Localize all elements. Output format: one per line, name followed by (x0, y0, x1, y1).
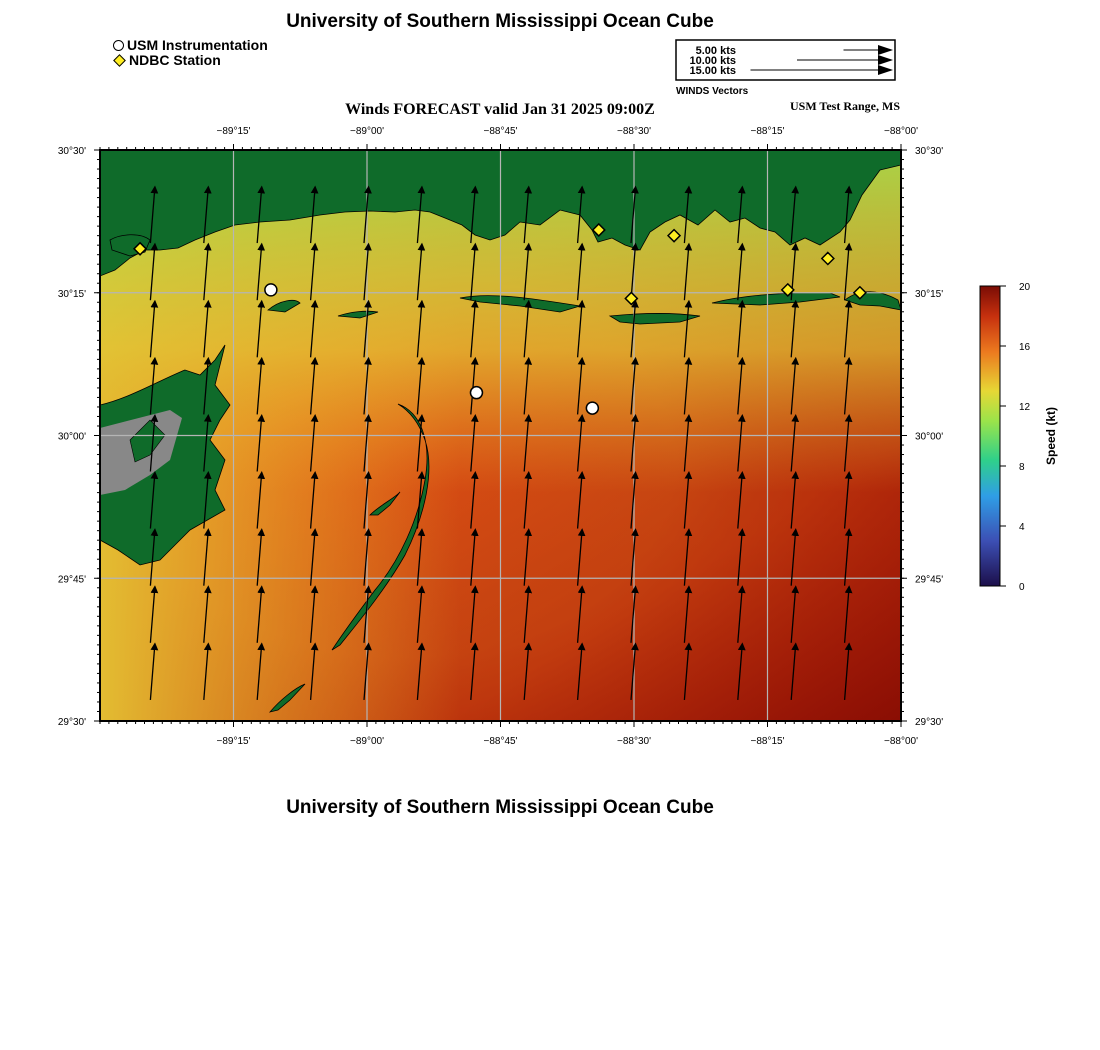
x-tick-label-top: −88°45' (483, 126, 518, 137)
y-tick-label-right: 29°30' (915, 717, 944, 728)
y-tick-label-right: 30°00' (915, 431, 944, 443)
x-tick-label-top: −88°15' (750, 126, 785, 137)
y-tick-label-left: 29°30' (57, 717, 86, 728)
x-tick-label-top: −89°00' (350, 126, 384, 137)
x-tick-label-bottom: −88°45' (483, 736, 518, 747)
colorbar-tick-label: 8 (1019, 462, 1025, 473)
map-title: Winds FORECAST valid Jan 31 2025 09:00Z (345, 101, 655, 118)
page-title-bottom: University of Southern Mississippi Ocean Cube (286, 797, 714, 818)
y-tick-label-left: 30°30' (57, 146, 86, 157)
map-subtitle: USM Test Range, MS (789, 99, 900, 113)
y-tick-label-left: 30°15' (57, 288, 86, 300)
usm-station-marker (470, 387, 482, 399)
vector-key-caption: WINDS Vectors (676, 86, 749, 97)
y-tick-label-right: 30°15' (915, 288, 944, 300)
usm-station-marker (265, 284, 277, 296)
y-tick-label-left: 30°00' (57, 431, 86, 443)
legend-usm-label: USM Instrumentation (127, 37, 268, 53)
colorbar-tick-label: 16 (1019, 342, 1031, 353)
x-tick-label-bottom: −88°00' (884, 736, 918, 747)
vector-key-label: 10.00 kts (689, 55, 736, 67)
vector-key (676, 40, 895, 97)
legend-ndbc-label: NDBC Station (129, 52, 221, 68)
y-tick-label-right: 29°45' (915, 574, 944, 586)
colorbar-label: Speed (kt) (1044, 406, 1058, 466)
usm-station-marker (586, 402, 598, 414)
x-tick-label-bottom: −88°15' (750, 736, 785, 747)
colorbar-tick-label: 12 (1019, 402, 1031, 413)
vector-key-label: 5.00 kts (695, 45, 736, 57)
x-tick-label-top: −88°00' (884, 126, 918, 137)
x-tick-label-bottom: −89°00' (350, 736, 384, 747)
plot-area (100, 150, 901, 721)
page-title: University of Southern Mississippi Ocean Cube (286, 11, 714, 32)
x-tick-label-bottom: −88°30' (617, 736, 651, 747)
x-tick-label-bottom: −89°15' (216, 736, 251, 747)
colorbar-tick-label: 0 (1019, 582, 1025, 593)
colorbar-tick-label: 20 (1019, 282, 1031, 293)
vector-key-label: 15.00 kts (689, 65, 736, 77)
x-tick-label-top: −88°30' (617, 126, 651, 137)
y-tick-label-right: 30°30' (915, 146, 944, 157)
colorbar (980, 282, 1058, 593)
x-tick-label-top: −89°15' (216, 126, 251, 137)
colorbar-tick-label: 4 (1019, 522, 1025, 533)
y-tick-label-left: 29°45' (57, 574, 86, 586)
